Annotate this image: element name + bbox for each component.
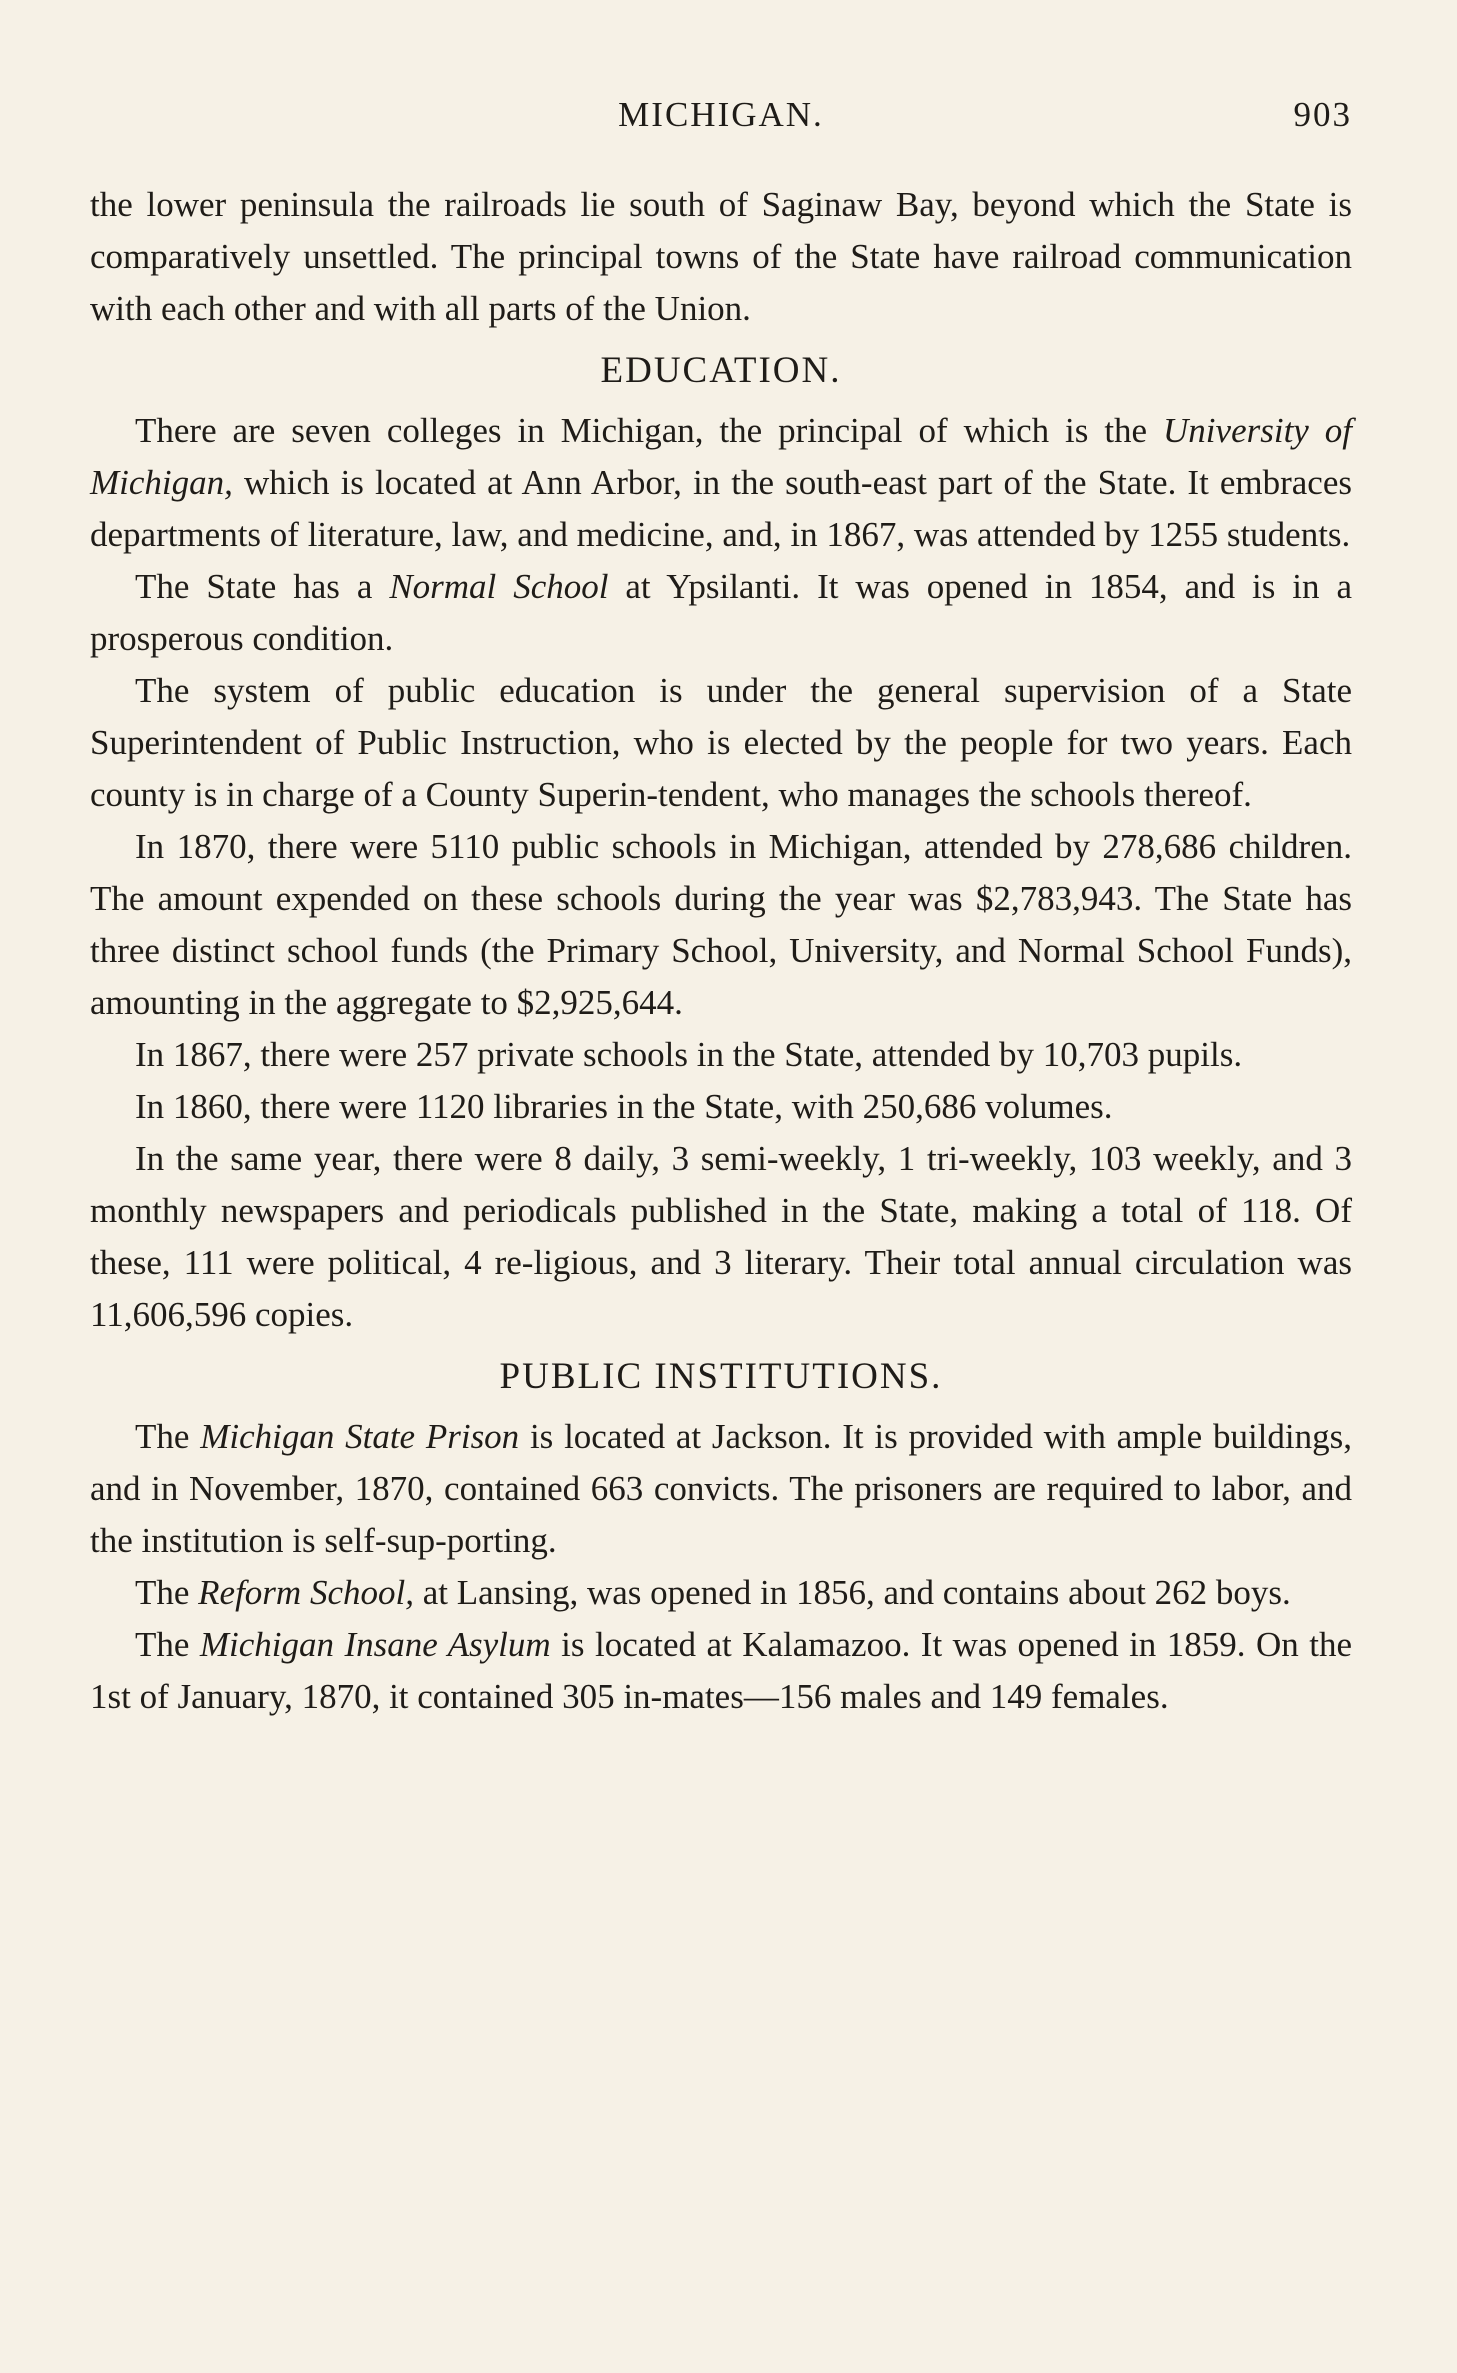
text-run: The	[135, 1573, 199, 1612]
paragraph-reform-school	[90, 1567, 1352, 1619]
italic-state-prison: Michigan State Prison	[200, 1417, 520, 1456]
text-run: The	[135, 1625, 200, 1664]
text-run: at Lansing, was opened in 1856, and contains about 262 boys.	[413, 1573, 1291, 1612]
italic-normal-school: Normal School	[389, 567, 609, 606]
paragraph-colleges	[90, 405, 1352, 561]
italic-university: University of Michigan,	[90, 411, 1352, 502]
book-page	[90, 95, 1352, 1723]
running-title: MICHIGAN.	[618, 95, 824, 134]
running-head	[90, 95, 1352, 155]
text-run: The State has a	[135, 567, 390, 606]
paragraph-private-schools: In 1867, there were 257 private schools in the State, attended by 10,703 pupils.	[135, 1035, 1243, 1074]
text-run: is located at Jackson. It is provided with ample buildings, and in November, 1870, contained 663 convicts. The prisoners are required to labor, and the institution is self-sup-porting.	[90, 1417, 1352, 1560]
section-heading-education: EDUCATION.	[600, 350, 842, 391]
body-text	[90, 179, 1352, 1723]
text-run: which is located at Ann Arbor, in the south-east part of the State. It embraces departments of literature, law, and medicine, and, in 1867, was attended by 1255 students.	[90, 463, 1352, 554]
paragraph-normal-school	[90, 561, 1352, 665]
paragraph-libraries: In 1860, there were 1120 libraries in the State, with 250,686 volumes.	[135, 1087, 1113, 1126]
paragraph-continuation: the lower peninsula the railroads lie south of Saginaw Bay, beyond which the State is comparatively unsettled. The principal towns of the State have railroad communication with each other and with all parts of the Union.	[90, 185, 1352, 328]
section-heading-public-institutions: PUBLIC INSTITUTIONS.	[499, 1356, 943, 1397]
paragraph-public-education: The system of public education is under the general supervision of a State Superintendent of Public Instruction, who is elected by the people for two years. Each county is in charge of a County Superin-tendent, who manages the schools thereof.	[90, 671, 1352, 814]
page-number: 903	[1293, 95, 1352, 134]
text-run: at Ypsilanti. It was opened in 1854, and is in a prosperous condition.	[90, 567, 1352, 658]
paragraph-public-schools: In 1870, there were 5110 public schools in Michigan, attended by 278,686 children. The amount expended on these schools during the year was $2,783,943. The State has three distinct school funds (the Primary School, University, and Normal School Funds), amounting in the aggregate to $2,925,644.	[90, 827, 1352, 1022]
text-run: The	[135, 1417, 201, 1456]
paragraph-state-prison	[90, 1411, 1352, 1567]
text-run: is located at Kalamazoo. It was opened in 1859. On the 1st of January, 1870, it contained 305 in-mates—156 males and 149 females.	[90, 1625, 1352, 1716]
italic-insane-asylum: Michigan Insane Asylum	[199, 1625, 551, 1664]
italic-reform-school: Reform School,	[198, 1573, 414, 1612]
paragraph-newspapers: In the same year, there were 8 daily, 3 semi-weekly, 1 tri-weekly, 103 weekly, and 3 monthly newspapers and periodicals published in the State, making a total of 118. Of these, 111 were political, 4 re-ligious, and 3 literary. Their total annual circulation was 11,606,596 copies.	[90, 1139, 1352, 1334]
paragraph-insane-asylum	[90, 1619, 1352, 1723]
text-run: There are seven colleges in Michigan, the principal of which is the	[135, 411, 1164, 450]
